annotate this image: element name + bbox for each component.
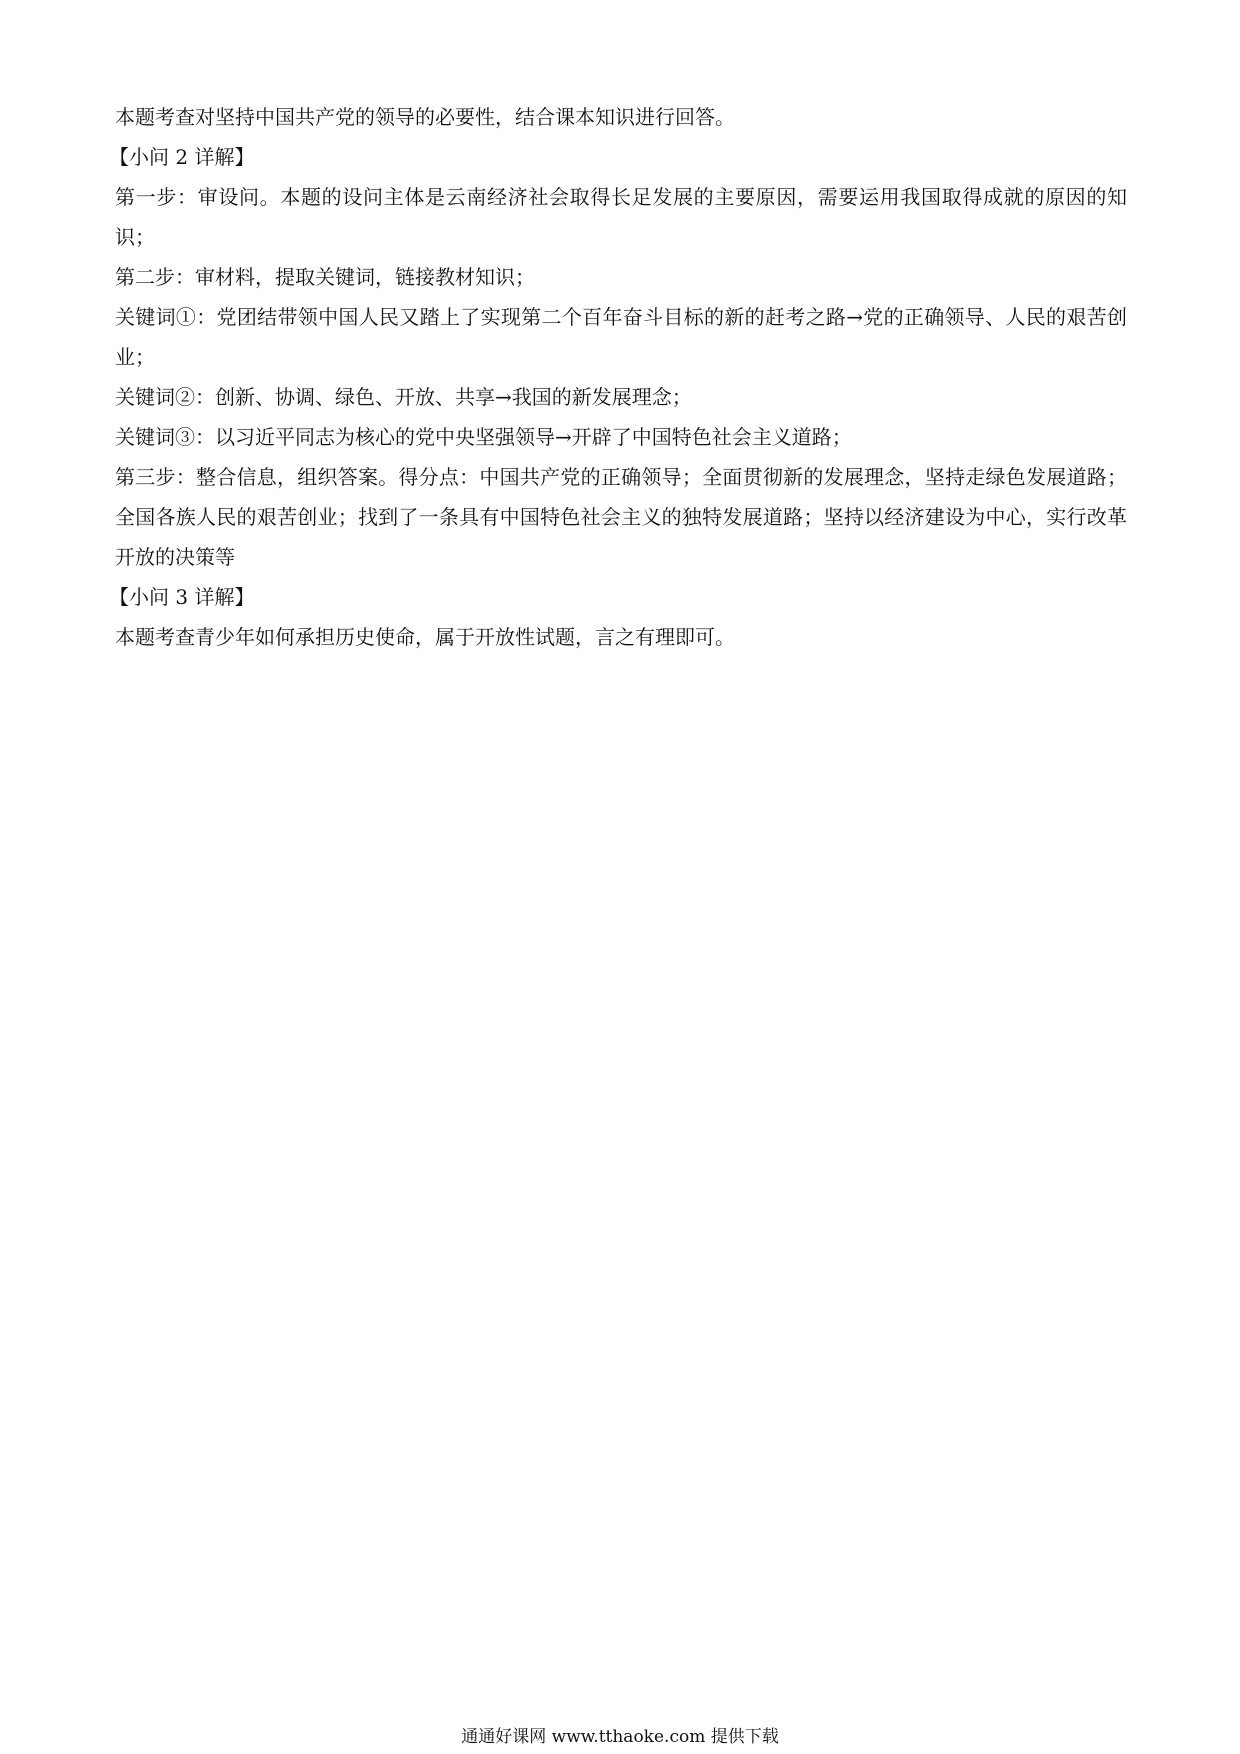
paragraph-step-1: 第一步：审设问。本题的设问主体是云南经济社会取得长足发展的主要原因，需要运用我国取得成就的原因的知识； — [115, 185, 1127, 249]
paragraph-keyword-1: 关键词①：党团结带领中国人民又踏上了实现第二个百年奋斗目标的新的赶考之路→党的正确领导、人民的艰苦创业； — [115, 305, 1127, 369]
paragraph-step-3: 第三步：整合信息，组织答案。得分点：中国共产党的正确领导；全面贯彻新的发展理念，坚持走绿色发展道路；全国各族人民的艰苦创业；找到了一条具有中国特色社会主义的独特发展道路；坚持以经济建设为中心，实行改革开放的决策等 — [115, 465, 1127, 569]
section-heading-q2: 【小问 2 详解】 — [109, 145, 255, 169]
paragraph-1: 本题考查对坚持中国共产党的领导的必要性，结合课本知识进行回答。 — [115, 105, 735, 129]
paragraph-keyword-3: 关键词③：以习近平同志为核心的党中央坚强领导→开辟了中国特色社会主义道路； — [115, 425, 852, 449]
paragraph-keyword-2: 关键词②：创新、协调、绿色、开放、共享→我国的新发展理念； — [115, 385, 692, 409]
page-footer: 通通好课网 www.tthaoke.com 提供下载 — [461, 1727, 779, 1747]
paragraph-step-2: 第二步：审材料，提取关键词，链接教材知识； — [115, 265, 535, 289]
document-body — [109, 97, 1127, 657]
paragraph-q3-answer: 本题考查青少年如何承担历史使命，属于开放性试题，言之有理即可。 — [115, 625, 735, 649]
section-heading-q3: 【小问 3 详解】 — [109, 585, 255, 609]
